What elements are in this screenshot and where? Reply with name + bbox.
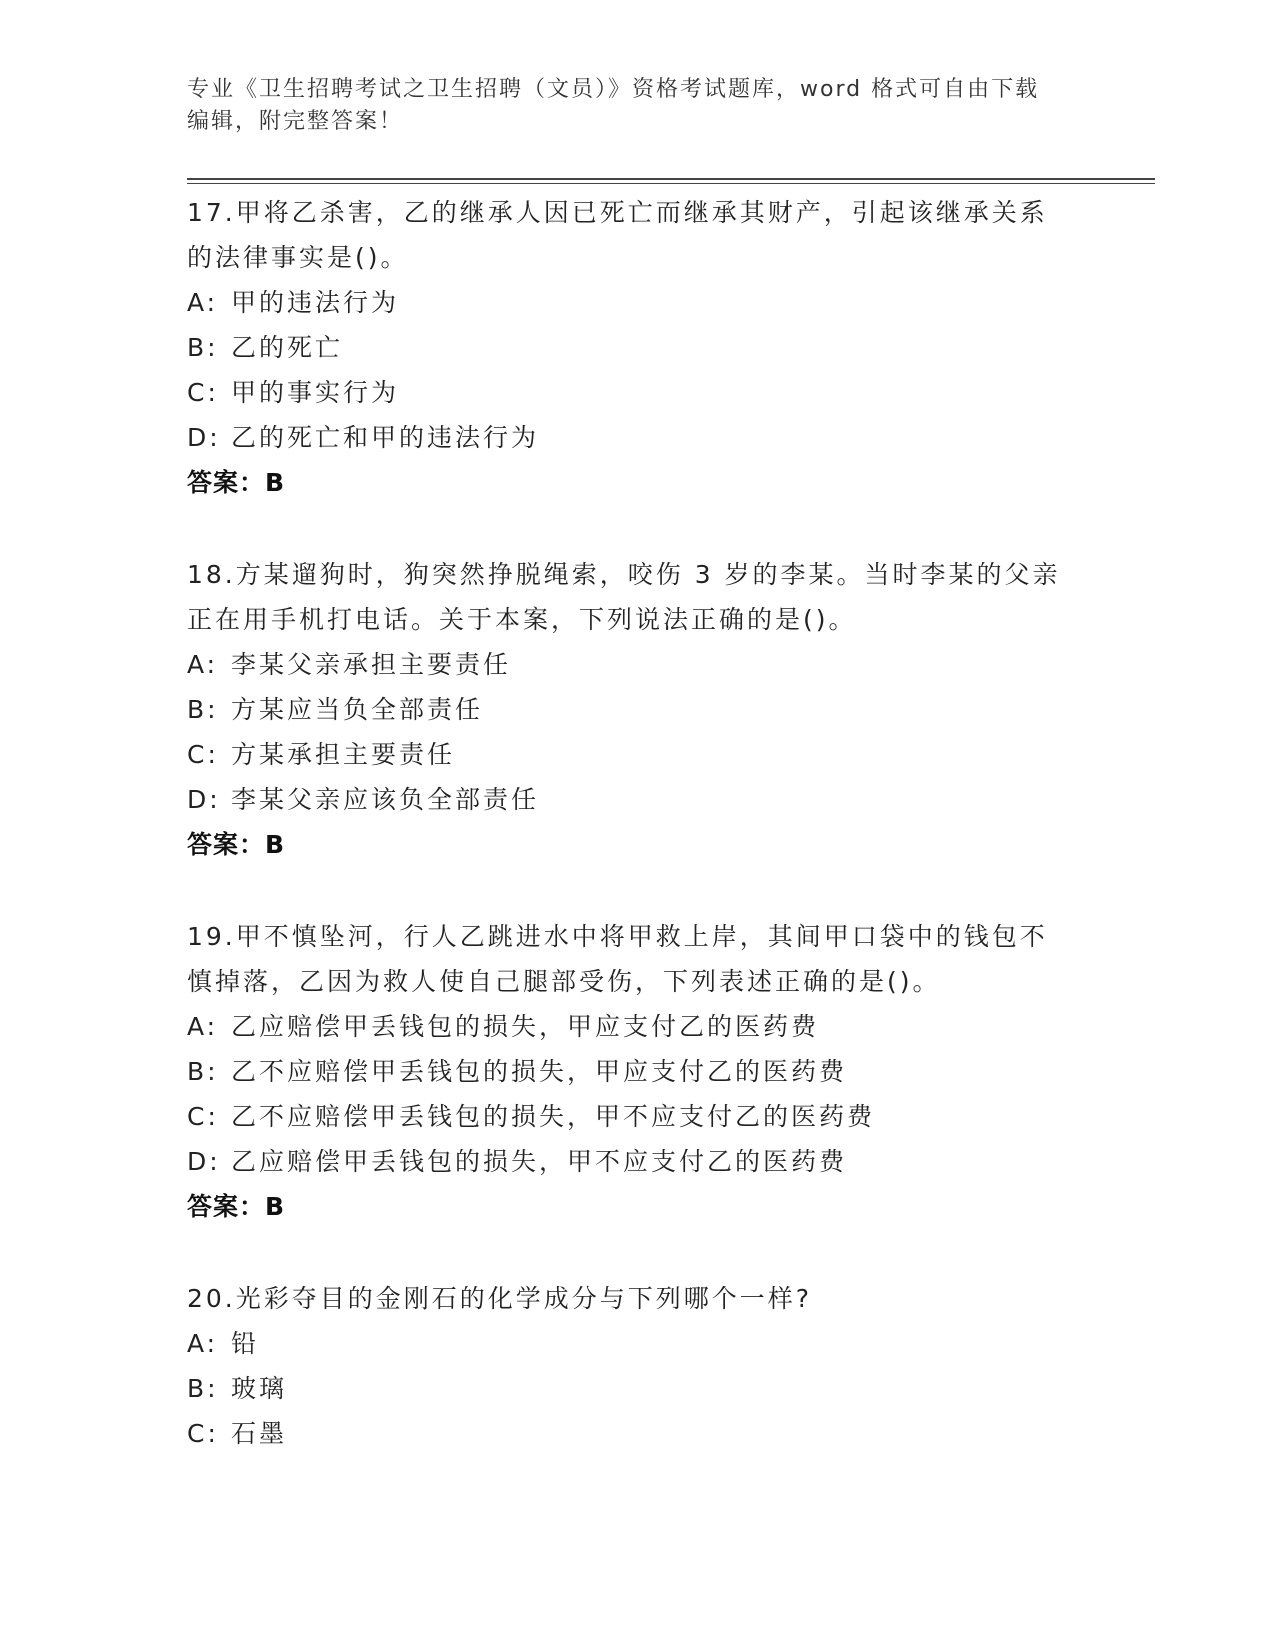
question-20 (187, 1276, 1087, 1456)
option-b (187, 325, 1087, 370)
option-text: 玻璃 (231, 1374, 288, 1403)
question-spacer (187, 867, 1087, 914)
question-18 (187, 552, 1087, 867)
option-text: 方某应当负全部责任 (231, 695, 484, 724)
option-a (187, 1321, 1087, 1366)
option-d (187, 777, 1087, 822)
option-text: 乙应赔偿甲丢钱包的损失，甲不应支付乙的医药费 (231, 1147, 848, 1176)
option-letter: B: (187, 1374, 219, 1403)
option-d (187, 1139, 1087, 1184)
question-stem (187, 190, 1087, 280)
option-text: 乙不应赔偿甲丢钱包的损失，甲应支付乙的医药费 (231, 1057, 848, 1086)
option-letter: D: (187, 785, 221, 814)
option-c (187, 1411, 1087, 1456)
option-letter: B: (187, 1057, 219, 1086)
question-stem-line: 19.甲不慎坠河，行人乙跳进水中将甲救上岸，其间甲口袋中的钱包不 (187, 922, 1048, 951)
question-spacer (187, 505, 1087, 552)
question-list (187, 190, 1087, 1456)
option-c (187, 370, 1087, 415)
question-stem-line: 17.甲将乙杀害，乙的继承人因已死亡而继承其财产，引起该继承关系 (187, 198, 1048, 227)
option-text: 石墨 (231, 1419, 288, 1448)
question-stem-line: 慎掉落，乙因为救人使自己腿部受伤，下列表述正确的是()。 (187, 967, 941, 996)
option-letter: A: (187, 1012, 219, 1041)
option-text: 李某父亲承担主要责任 (231, 650, 512, 679)
option-letter: C: (187, 1102, 219, 1131)
question-stem (187, 914, 1087, 1004)
option-letter: A: (187, 288, 219, 317)
option-letter: B: (187, 695, 219, 724)
answer-label: 答案：B (187, 1192, 286, 1221)
option-letter: D: (187, 1147, 221, 1176)
option-c (187, 732, 1087, 777)
document-header (187, 74, 1087, 138)
option-text: 李某父亲应该负全部责任 (231, 785, 540, 814)
option-text: 甲的事实行为 (231, 378, 400, 407)
option-text: 乙不应赔偿甲丢钱包的损失，甲不应支付乙的医药费 (231, 1102, 876, 1131)
option-b (187, 1366, 1087, 1411)
option-b (187, 687, 1087, 732)
option-c (187, 1094, 1087, 1139)
question-stem-line: 18.方某遛狗时，狗突然挣脱绳索，咬伤 3 岁的李某。当时李某的父亲 (187, 560, 1061, 589)
option-b (187, 1049, 1087, 1094)
question-spacer (187, 1229, 1087, 1276)
answer-label: 答案：B (187, 468, 286, 497)
question-stem-line: 正在用手机打电话。关于本案，下列说法正确的是()。 (187, 605, 857, 634)
header-divider-thin (187, 183, 1155, 184)
option-text: 铅 (231, 1329, 260, 1358)
question-stem-line: 的法律事实是()。 (187, 243, 409, 272)
header-line-1: 专业《卫生招聘考试之卫生招聘（文员）》资格考试题库，word 格式可自由下载 (187, 77, 1040, 102)
option-text: 乙的死亡和甲的违法行为 (231, 423, 540, 452)
option-letter: A: (187, 650, 219, 679)
question-stem (187, 552, 1087, 642)
question-19 (187, 914, 1087, 1229)
option-text: 甲的违法行为 (231, 288, 400, 317)
option-letter: C: (187, 740, 219, 769)
question-stem (187, 1276, 1087, 1321)
option-text: 乙应赔偿甲丢钱包的损失，甲应支付乙的医药费 (231, 1012, 820, 1041)
header-line-2: 编辑，附完整答案！ (187, 109, 404, 134)
question-stem-line: 20.光彩夺目的金刚石的化学成分与下列哪个一样? (187, 1284, 813, 1313)
option-letter: C: (187, 1419, 219, 1448)
option-a (187, 280, 1087, 325)
option-text: 方某承担主要责任 (231, 740, 456, 769)
option-letter: A: (187, 1329, 219, 1358)
question-17 (187, 190, 1087, 505)
option-d (187, 415, 1087, 460)
option-text: 乙的死亡 (231, 333, 344, 362)
answer-label: 答案：B (187, 830, 286, 859)
option-letter: D: (187, 423, 221, 452)
option-a (187, 642, 1087, 687)
option-a (187, 1004, 1087, 1049)
header-divider-thick (187, 178, 1155, 180)
option-letter: C: (187, 378, 219, 407)
option-letter: B: (187, 333, 219, 362)
